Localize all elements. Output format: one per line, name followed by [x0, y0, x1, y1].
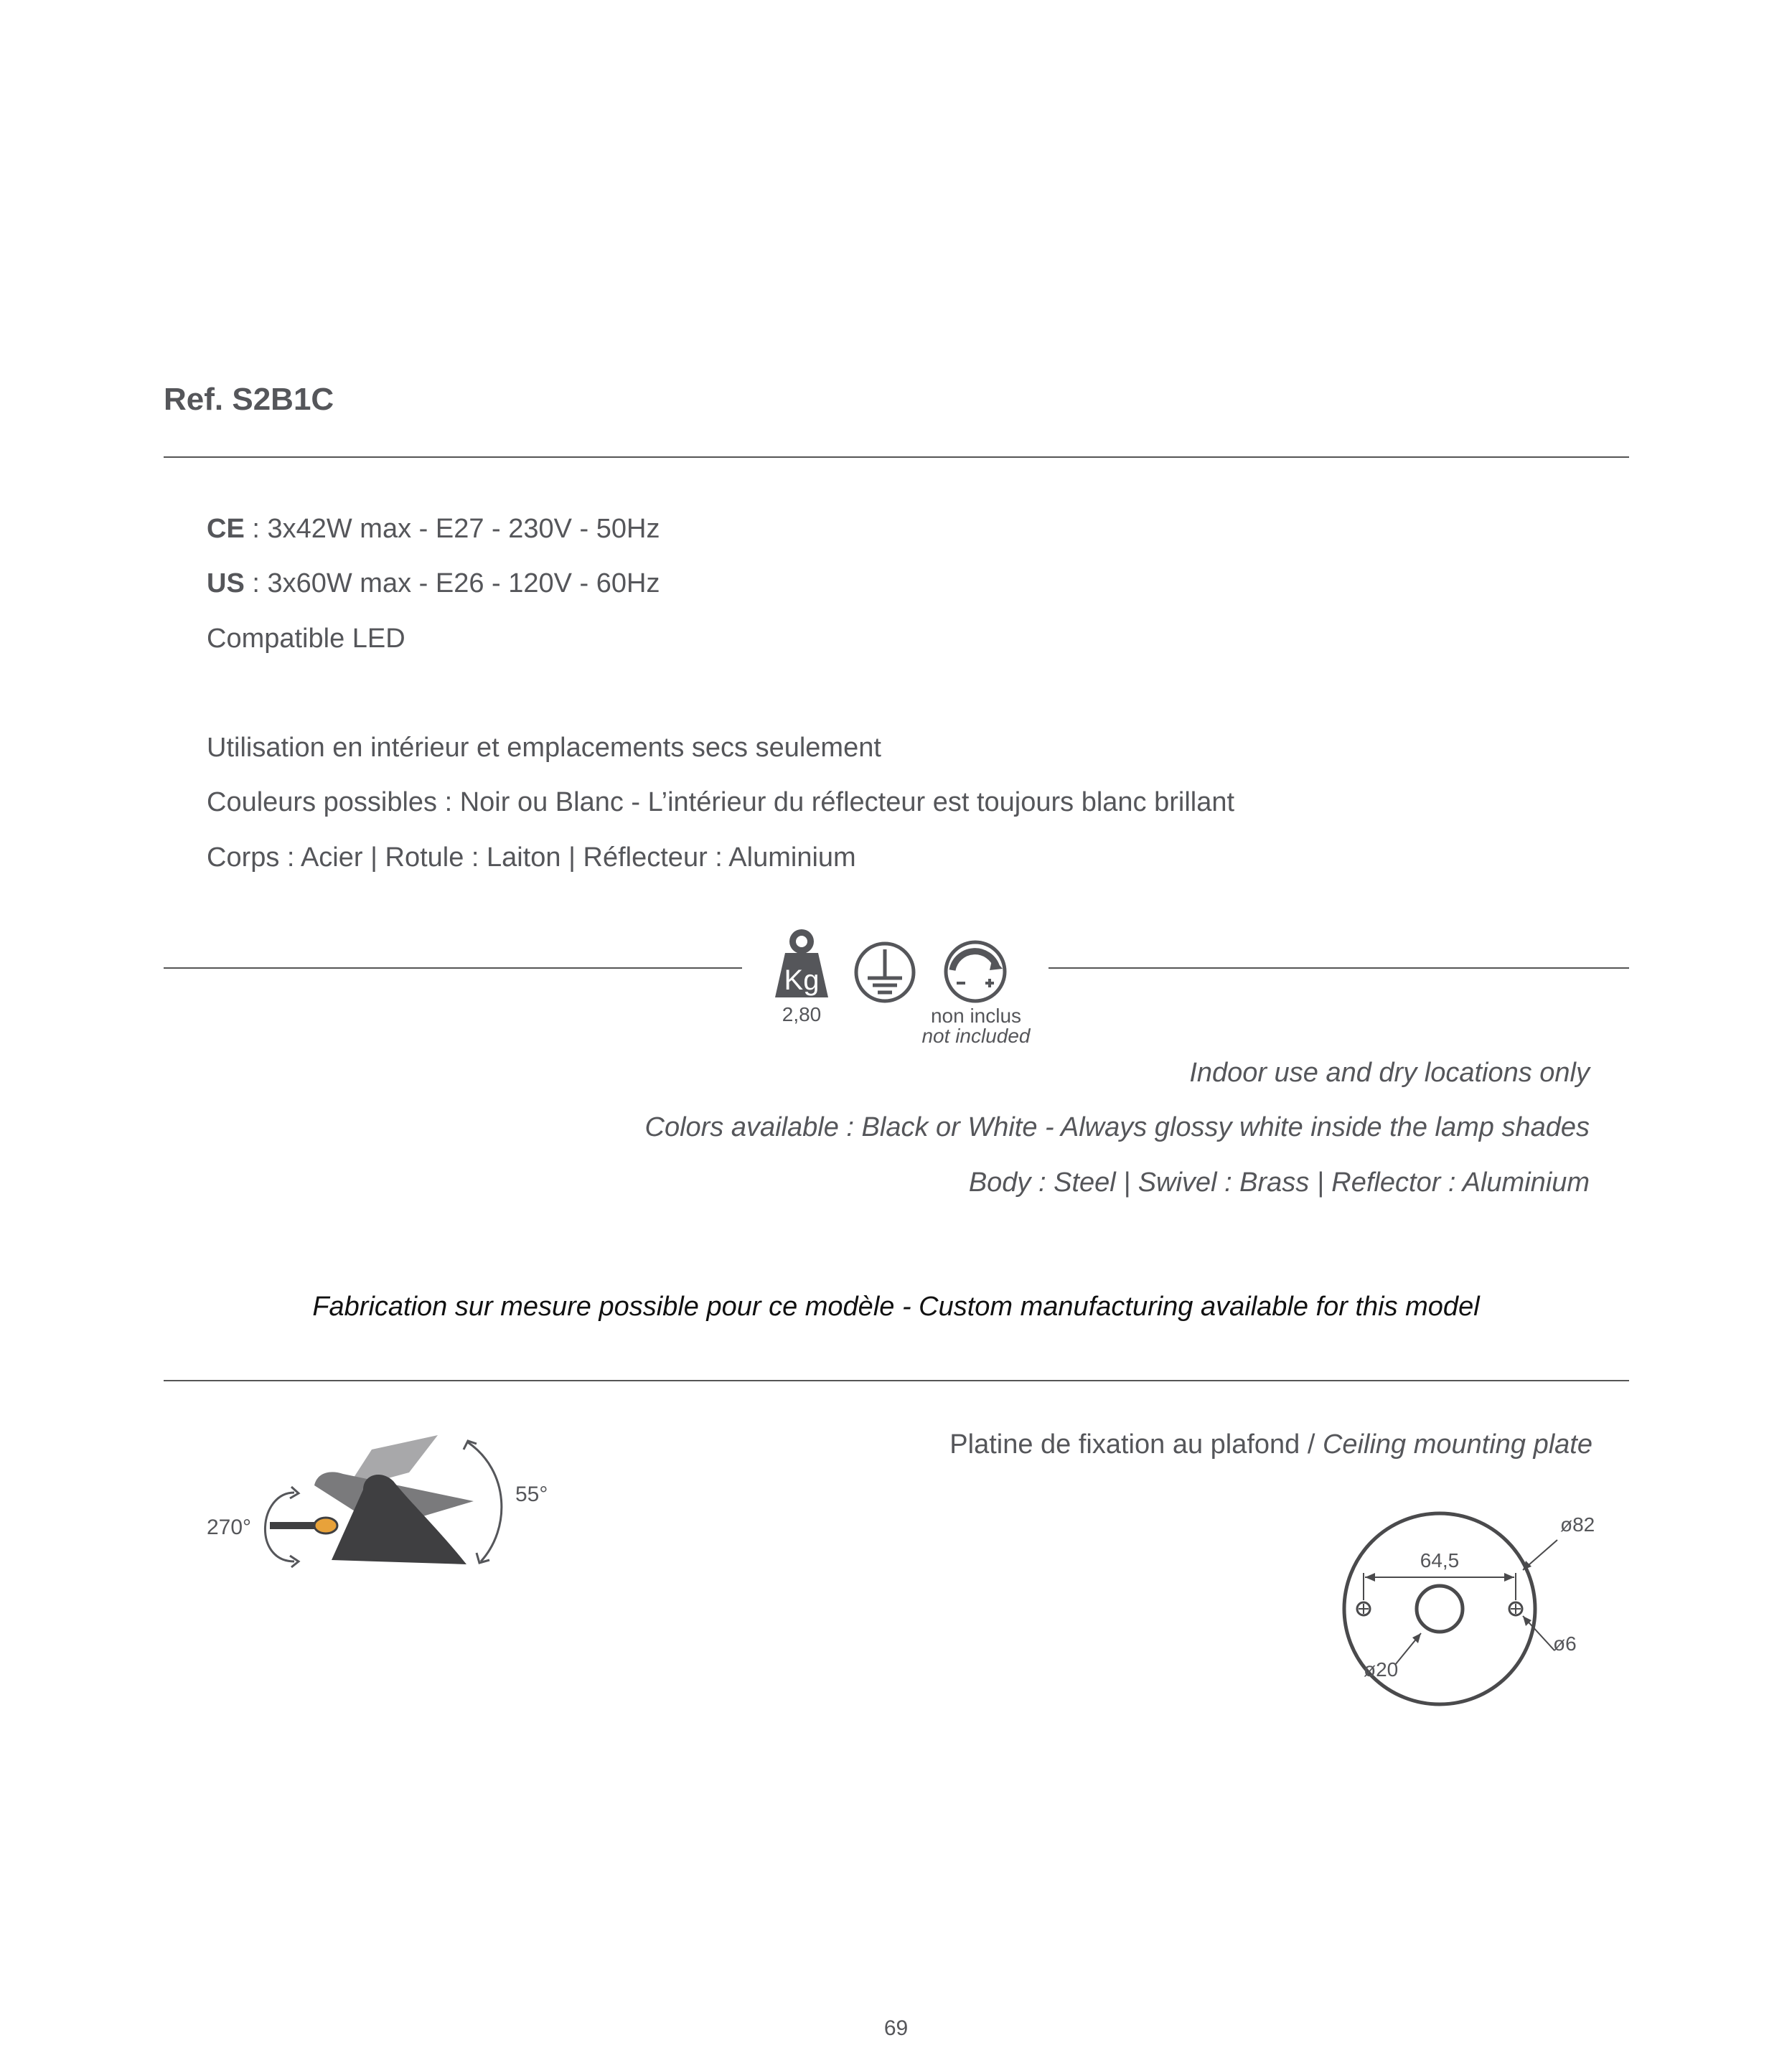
dimmer-label-en: not included	[921, 1025, 1031, 1047]
dimmer-label-fr: non inclus	[930, 1005, 1022, 1027]
center-diameter-label: ø20	[1364, 1658, 1399, 1681]
fr-usage: Utilisation en intérieur et emplacements secs seulement	[207, 733, 881, 763]
page-number: 69	[883, 2016, 909, 2040]
spec-us	[207, 568, 660, 599]
fr-colors: Couleurs possibles : Noir ou Blanc - L’intérieur du réflecteur est toujours blanc brillant	[207, 787, 1235, 817]
spec-us-value: : 3x60W max - E26 - 120V - 60Hz	[244, 568, 660, 598]
mounting-plate-diagram	[1320, 1493, 1608, 1722]
lamp-rotation-diagram	[194, 1421, 567, 1579]
page-title: Ref. S2B1C	[164, 382, 334, 417]
mounting-plate-title	[949, 1429, 1592, 1460]
hole-spacing-label: 64,5	[1420, 1549, 1460, 1572]
spec-us-label: US	[207, 568, 245, 598]
weight-unit: Kg	[784, 964, 820, 996]
divider-bottom	[164, 1380, 1629, 1381]
spec-ce	[207, 514, 660, 545]
spec-ce-value: : 3x42W max - E27 - 230V - 50Hz	[244, 514, 660, 544]
rotation-55-arrow	[468, 1442, 502, 1561]
custom-manufacturing-note: Fabrication sur mesure possible pour ce modèle - Custom manufacturing available for this model	[312, 1292, 1480, 1322]
weight-icon	[769, 926, 834, 1001]
brass-swivel	[314, 1518, 337, 1533]
en-usage: Indoor use and dry locations only	[1189, 1058, 1590, 1088]
spec-led: Compatible LED	[207, 624, 405, 654]
outer-diameter-label: ø82	[1560, 1513, 1595, 1536]
dimmer-icon	[942, 939, 1008, 1005]
en-colors: Colors available : Black or White - Always glossy white inside the lamp shades	[644, 1112, 1590, 1142]
en-materials: Body : Steel | Swivel : Brass | Reflector : Aluminium	[968, 1168, 1590, 1198]
mounting-plate-title-en: Ceiling mounting plate	[1322, 1429, 1592, 1460]
divider-icons-right	[1049, 967, 1629, 969]
divider-top	[164, 456, 1629, 458]
ground-icon	[853, 941, 916, 1004]
divider-icons-left	[164, 967, 742, 969]
rotation-vertical-label: 55°	[515, 1483, 548, 1506]
center-hole	[1417, 1586, 1463, 1632]
rotation-horizontal-label: 270°	[207, 1516, 252, 1539]
mounting-plate-title-fr: Platine de fixation au plafond /	[949, 1429, 1323, 1460]
spec-ce-label: CE	[207, 514, 245, 544]
weight-value: 2,80	[782, 1003, 822, 1025]
hole-diameter-label: ø6	[1553, 1632, 1577, 1655]
fr-materials: Corps : Acier | Rotule : Laiton | Réflecteur : Aluminium	[207, 842, 856, 873]
